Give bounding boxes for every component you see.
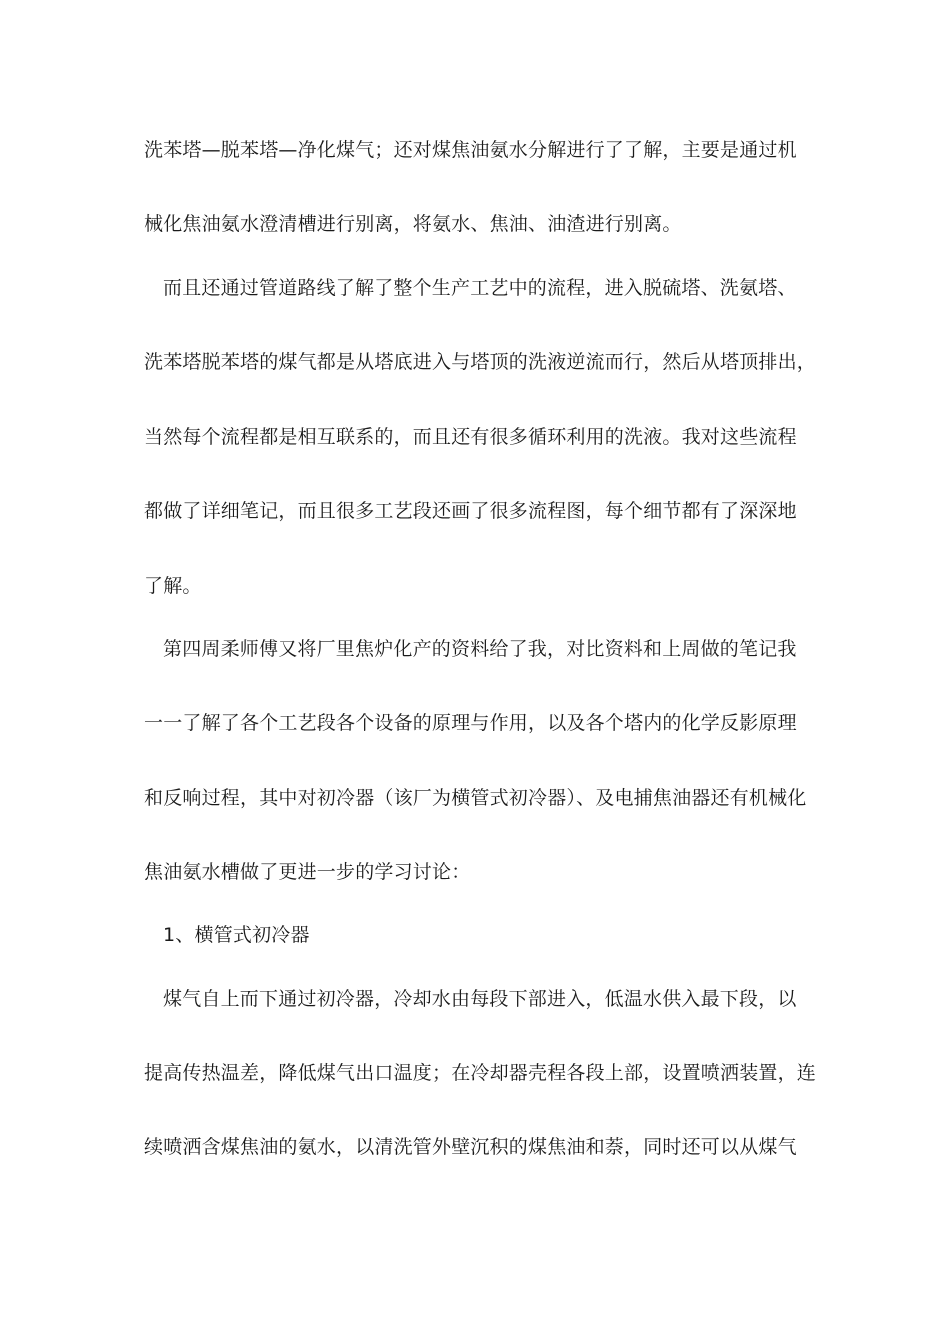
text-line-13: 煤气自上而下通过初冷器，冷却水由每段下部进入，低温水供入最下段，以: [163, 988, 797, 1010]
text-line-15: 续喷洒含煤焦油的氨水，以清洗管外壁沉积的煤焦油和萘，同时还可以从煤气: [144, 1136, 797, 1158]
text-line-6: 都做了详细笔记，而且很多工艺段还画了很多流程图，每个细节都有了深深地: [144, 500, 797, 522]
text-line-5: 当然每个流程都是相互联系的，而且还有很多循环利用的洗液。我对这些流程: [144, 426, 797, 448]
text-line-14: 提高传热温差，降低煤气出口温度；在冷却器壳程各段上部，设置喷洒装置，连: [144, 1062, 817, 1084]
text-line-1: 洗苯塔—脱苯塔—净化煤气；还对煤焦油氨水分解进行了了解，主要是通过机: [144, 139, 797, 161]
text-line-2: 械化焦油氨水澄清槽进行别离，将氨水、焦油、油渣进行别离。: [144, 213, 682, 235]
text-line-10: 和反响过程，其中对初冷器（该厂为横管式初冷器）、及电捕焦油器还有机械化: [144, 787, 807, 809]
text-line-3: 而且还通过管道路线了解了整个生产工艺中的流程，进入脱硫塔、洗氨塔、: [163, 277, 797, 299]
text-line-8: 第四周柔师傅又将厂里焦炉化产的资料给了我，对比资料和上周做的笔记我: [163, 638, 797, 660]
text-line-9: 一一了解了各个工艺段各个设备的原理与作用，以及各个塔内的化学反影原理: [144, 712, 797, 734]
text-line-4: 洗苯塔脱苯塔的煤气都是从塔底进入与塔顶的洗液逆流而行，然后从塔顶排出，: [144, 351, 817, 373]
list-item-heading: 1、横管式初冷器: [163, 924, 310, 946]
text-line-11: 焦油氨水槽做了更进一步的学习讨论：: [144, 861, 471, 883]
text-line-7: 了解。: [144, 575, 202, 597]
